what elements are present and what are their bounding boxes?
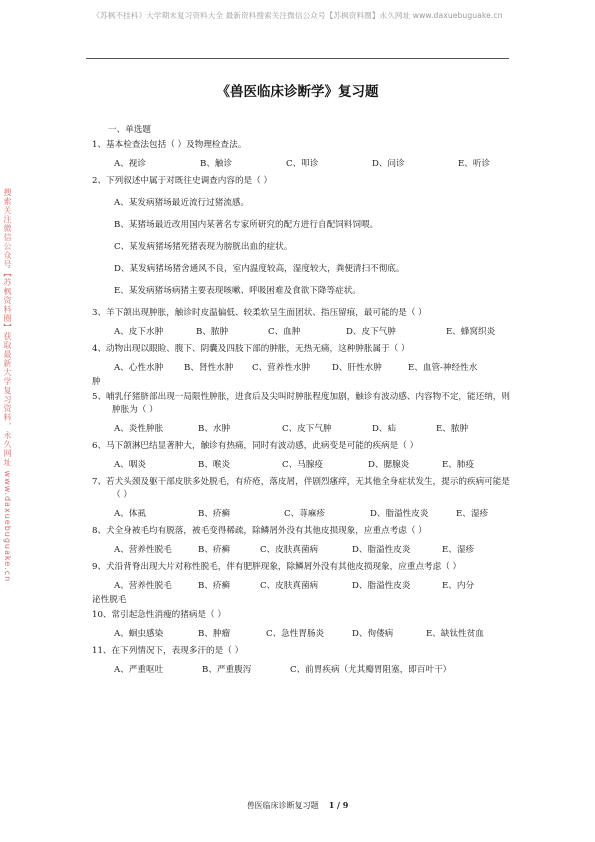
option: D、疝	[372, 424, 397, 434]
side-watermark: 搜索关注微信公众号【苏枫资料圈】获取最新大学复习资料，永久网址 www.daxuebuguake.cn	[3, 188, 12, 583]
option: B、水肿	[198, 424, 231, 434]
option: E、缺钛性贫血	[426, 629, 484, 639]
question-stem: 6、马下颌淋巴结显著肿大，触诊有热痛，同时有波动感，此病变是可能的疾病是（ ）	[92, 441, 419, 451]
question-stem: 1、基本检查法包括（ ）及物理检查法。	[92, 140, 247, 150]
question-5	[92, 391, 512, 436]
question-stem: 10、常引起急性消瘦的猪病是（ ）	[92, 610, 226, 620]
option: C、营养性水肿	[252, 363, 311, 373]
option: A、蛔虫感染	[114, 629, 164, 639]
option: B、喉炎	[198, 460, 231, 470]
document-title: 《兽医临床诊断学》复习题	[216, 84, 379, 100]
question-stem: 3、羊下颌出现肿胀，触诊时皮温偏低、较柔软呈生面团状、指压留痕，最可能的是（ ）	[92, 308, 427, 318]
option: E、某发病猪场病猪主要表现咳嗽、呼吸困难及食欲下降等症状。	[114, 286, 361, 296]
option: B、疥癣	[198, 545, 231, 555]
option: B、肾性水肿	[184, 363, 234, 373]
option: A、皮下水肿	[114, 327, 164, 337]
option: C、叩诊	[286, 159, 319, 169]
question-stem: 7、若犬头颈及躯干部皮肤多处脱毛，有疥疮，落皮屑，伴剧烈瘙痒，无其他全身症状发生，提示的疾病可能是（ ）	[92, 477, 510, 500]
option: B、肿瘤	[198, 629, 231, 639]
options-row	[92, 580, 512, 593]
question-6	[92, 440, 512, 472]
option: D、脂溢性皮炎	[370, 509, 429, 519]
option: D、佝偻病	[352, 629, 394, 639]
option: E、肺疫	[442, 460, 475, 470]
option: A、体虱	[114, 509, 146, 519]
footer-title: 兽医临床诊断复习题	[246, 801, 319, 810]
option: A、咽炎	[114, 460, 146, 470]
option: B、触诊	[200, 159, 233, 169]
options-row	[92, 459, 512, 472]
options-list	[92, 197, 512, 298]
option: C、某发病猪场猪死猪表现为膀胱出血的症状。	[114, 242, 293, 252]
option: B、疥癣	[198, 509, 231, 519]
option: A、视诊	[114, 159, 146, 169]
question-10	[92, 609, 512, 641]
options-row	[92, 544, 512, 557]
header-watermark: 《苏枫不挂科》大学期末复习资料大全 最新资料搜索关注微信公众号【苏枫资料圈】永久网址 www.daxuebuguake.cn	[92, 11, 503, 20]
question-7	[92, 476, 512, 521]
question-stem: 8、犬全身被毛均有脱落，被毛变得稀疏，除鳞屑外没有其他皮损现象，应重点考虑（ ）	[92, 526, 427, 536]
option: A、炎性肿胀	[114, 424, 164, 434]
option: B、某猪场最近改用国内某著名专家所研究的配方进行自配饲料饲喂。	[114, 220, 379, 230]
options-row	[92, 158, 512, 171]
options-row	[92, 508, 512, 521]
option: E、内分	[442, 581, 475, 591]
option: D、腮腺炎	[368, 460, 410, 470]
option: A、营养性脱毛	[114, 545, 172, 555]
option: D、脂溢性皮炎	[352, 581, 411, 591]
option: C、血肿	[268, 327, 301, 337]
question-stem: 5、哺乳仔猪脐部出现一局限性肿胀，进食后及尖叫时肿胀程度加剧，触诊有波动感、内容物不定，能还纳，则肿胀为（ ）	[92, 392, 510, 415]
question-11	[92, 645, 512, 677]
option: A、心性水肿	[114, 363, 164, 373]
options-row	[92, 326, 512, 339]
options-row	[92, 664, 512, 677]
page-number: 1 / 9	[328, 800, 349, 810]
section-heading: 一、单选题	[108, 125, 151, 135]
option: C、马腺疫	[282, 460, 323, 470]
question-list	[92, 124, 512, 681]
option: B、脓肿	[196, 327, 229, 337]
option-continuation: 泌性脱毛	[92, 595, 127, 605]
option: A、严重呕吐	[114, 665, 164, 675]
options-row	[92, 362, 512, 375]
question-8	[92, 525, 512, 557]
option: E、湿疹	[456, 509, 489, 519]
question-9	[92, 561, 512, 607]
option: D、肝性水肿	[332, 363, 382, 373]
option: E、血管-神经性水	[408, 363, 478, 373]
option: D、皮下气肿	[346, 327, 396, 337]
option: E、听诊	[458, 159, 491, 169]
question-stem: 2、下列叙述中属于对既往史调查内容的是（ ）	[92, 176, 273, 186]
option: C、皮肤真菌病	[260, 581, 319, 591]
question-4	[92, 343, 512, 389]
option: C、前胃疾病（尤其瓣胃阻塞，即百叶干）	[290, 665, 452, 675]
option: C、皮肤真菌病	[260, 545, 319, 555]
option: A、营养性脱毛	[114, 581, 172, 591]
option: C、皮下气肿	[282, 424, 332, 434]
option: C、荨麻疹	[284, 509, 325, 519]
question-stem: 9、犬沿背脊出现大片对称性脱毛，伴有肥胖现象，除鳞屑外没有其他皮损现象，应重点考虑（ ）	[92, 562, 462, 572]
option: D、某发病猪场猪舍通风不良，室内温度较高，湿度较大，粪便清扫不彻底。	[114, 264, 405, 274]
options-row	[92, 423, 512, 436]
options-row	[92, 628, 512, 641]
question-2	[92, 175, 512, 298]
option: B、疥癣	[198, 581, 231, 591]
option: D、脂溢性皮炎	[352, 545, 411, 555]
option: C、急性胃肠炎	[266, 629, 325, 639]
question-3	[92, 307, 512, 339]
option: D、问诊	[372, 159, 405, 169]
option-continuation: 肿	[92, 377, 101, 387]
option: A、某发病猪场最近流行过猪流感。	[114, 198, 250, 208]
question-stem: 11、在下列情况下，表现多汗的是（ ）	[92, 646, 244, 656]
option: B、严重腹泻	[202, 665, 252, 675]
option: E、脓肿	[436, 424, 469, 434]
page-footer	[0, 800, 595, 811]
header-rule	[86, 58, 509, 59]
question-1	[92, 139, 512, 171]
option: E、蜂窝织炎	[446, 327, 496, 337]
question-stem: 4、动物出现以眼睑、腹下、阴囊及四肢下部的肿胀，无热无痛，这种肿胀属于（ ）	[92, 344, 410, 354]
option: E、湿疹	[442, 545, 475, 555]
